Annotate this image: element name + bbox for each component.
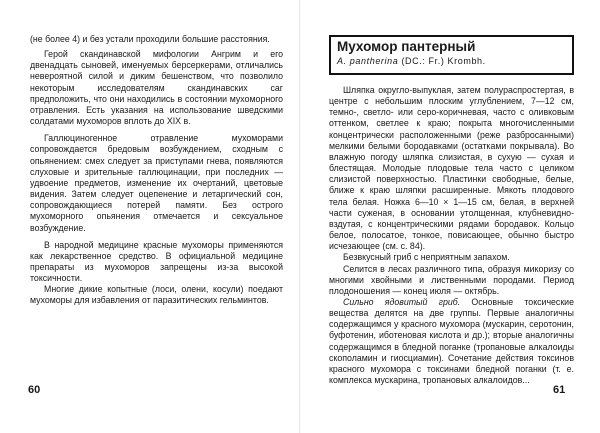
toxicity-label: Сильно ядовитый гриб. — [343, 296, 461, 307]
paragraph: (не более 4) и без устали проходили большие расстояния. — [30, 34, 270, 44]
page-number: 61 — [553, 384, 566, 396]
paragraph: Герой скандинавской мифологии Ангрим и его двенадцать сыновей, именуемых берсеркерами, отличались невероятной силой и диким бешенством, что позволило некоторым исследователям скандинавских саг предположить, что они находились в состоянии мухоморного отравления. Есть указания на использование шведскими солдатами мухоморов вплоть до XIX в. — [30, 49, 283, 127]
toxin-text: Основные токсические вещества делятся на две группы. Первые аналогичны содержащимся у красного мухомора (мускарин, серотонин, буфотенин, иботеновая кислота и др.); вторые аналогичны содержащимся в бледной поганке (тропановые алкалоиды скополамин и гиосциамин). Сочетание действия токсинов красного мухомора с токсинами бледной поганки (т. е. комплекса мускарина, тропановых алкалоидов... — [329, 296, 574, 386]
latin-author: (DC.: Fr.) Krombh. — [401, 56, 486, 66]
paragraph: Галлюциногенное отравление мухоморами сопровождается бредовым возбуждением, сходным с опьянением: смех следует за приступами гнева, появляются слуховые и зрительные галлюцинации, при последних — удвоение предметов, изменение их очертаний, цветовые видения. Затем следует оцепенение и летаргический сон, сопровождающиеся потерей памяти. Без острого мухоморного опьянения отмечается и сексуальное возбуждение. — [30, 133, 283, 233]
paragraph: Шляпка округло-выпуклая, затем полураспростертая, в центре с небольшим плоским углублением, 7—12 см, темно-, светло- или серо-коричневая, часто с оливковым оттенком, светлее к краю; покрыта многочисленными концентрически расположенными (реже разбросанными) мелкими белыми бородавками (остатками покрывала). Во влажную погоду шляпка слизистая, в сухую — сухая и блестящая. Молодые плодовые тела часто с целиком слизистой поверхностью. Пластинки свободные, белые, ближе к краю шляпки расширенные. Мякоть плодового тела белая. Ножка 6—10 × 1—15 см, белая, в верхней части суженая, в основании утолщенная, клубневидно-вздутая, с концентрическими рядами бородавок. Кольцо белое, полосатое, тонкое, повисающее, обычно быстро исчезающее (см. с. 84). — [329, 85, 574, 252]
species-title-box — [329, 35, 574, 75]
right-page-text — [329, 85, 574, 386]
page-number: 60 — [28, 384, 41, 396]
left-page-text — [30, 34, 283, 307]
paragraph: В народной медицине красные мухоморы применяются как лекарственное средство. В официальной медицине препараты из мухоморов запрещены из-за высокой токсичности. — [30, 239, 283, 284]
paragraph: Селится в лесах различного типа, образуя микоризу со многими хвойными и лиственными породами. Период плодоношения — конец июля — октябрь. — [329, 263, 574, 296]
species-latin-name — [337, 55, 566, 68]
paragraph: Безвкусный гриб с неприятным запахом. — [343, 252, 510, 263]
paragraph: Многие дикие копытные (лоси, олени, косули) поедают мухоморы для избавления от паразитических гельминтов. — [30, 284, 283, 306]
latin-genus-species: A. pantherina — [337, 56, 399, 66]
species-title: Мухомор пантерный — [337, 39, 476, 54]
paragraph — [329, 297, 574, 386]
